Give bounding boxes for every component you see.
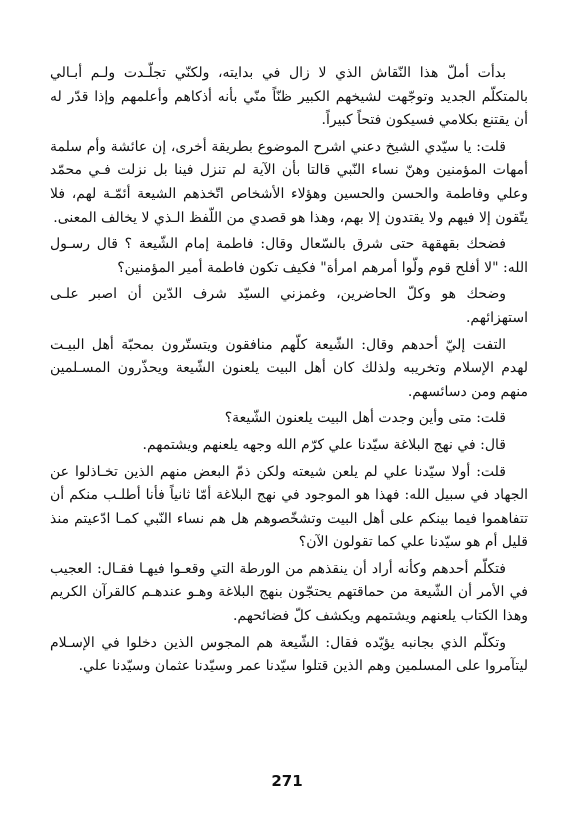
paragraph-6: قلت: متى وأين وجدت أهل البيت يلعنون الشّيعة؟ bbox=[224, 410, 506, 427]
paragraph-2: قلت: يا سيّدي الشيخ دعني اشرح الموضوع بطريقة أخرى، إن عائشة وأم سلمة أمهات المؤمنين وهنّ نساء النّبي قالتا بأن الآية لم تنزل فينا بل نزلت فـي محمّد وعلي وفاطمة والحسن والحسين وهؤلاء الأشخاص اتّخذهم الشيعة أئمّـة لهم، فلا يتّقون إلا فيهم ولا يقتدون إلا بهم، وهذا هو قصدي من اللّفظ الـذي لا يخالف المعنى. bbox=[50, 138, 528, 226]
paragraph-1: بدأت أملّ هذا النّقاش الذي لا زال في بدايته، ولكنّي تجلّـدت ولـم أبـالي بالمتكلّم الجديد وتوجّهت لشيخهم الكبير ظنّاً منّي بأنه أذكاهم وأعلمهم وإذا قدّر له أن يقتنع بكلامي فسيكون فتحاً كبيراً. bbox=[50, 65, 528, 129]
page-body bbox=[50, 62, 528, 682]
paragraph-3: فضحك بقهقهة حتى شرق بالسّعال وقال: فاطمة إمام الشّيعة ؟ قال رسـول الله: "لا أفلح قوم ولّوا أمرهم امرأة" فكيف تكون فاطمة أمير المؤمنين؟ bbox=[50, 236, 528, 276]
paragraph-4: وضحك هو وكلّ الحاضرين، وغمزني السيّد شرف الدّين أن اصبر علـى استهزائهم. bbox=[50, 286, 528, 326]
paragraph-7: قال: في نهج البلاغة سيّدنا علي كرّم الله وجهه يلعنهم ويشتمهم. bbox=[142, 436, 506, 453]
paragraph-10: وتكلّم الذي بجانبه يؤيّده فقال: الشّيعة هم المجوس الذين دخلوا في الإسـلام ليتآمروا على المسلمين وهم الذين قتلوا سيّدنا عمر وسيّدنا عثمان وسيّدنا علي. bbox=[50, 634, 528, 675]
paragraph-9: فتكلّم أحدهم وكأنه أراد أن ينقذهم من الورطة التي وقعـوا فيهـا فقـال: العجيب في الأمر أن الشّيعة من حماقتهم يحتجّون بنهج البلاغة وهـو عندهـم كالقرآن الكريم وهذا الكتاب يلعنهم ويشتمهم ويكشف كلّ فضائحهم. bbox=[50, 560, 528, 625]
paragraph-5: التفت إليّ أحدهم وقال: الشّيعة كلّهم منافقون ويتستّرون بمحبّة أهل البيـت لهدم الإسلام وتخريبه ولذلك كان أهل البيت يلعنون الشّيعة ويحذّرون المسـلمين منهم ومن دسائسهم. bbox=[50, 336, 528, 400]
page-number: 271 bbox=[271, 772, 303, 790]
paragraph-8: قلت: أولا سيّدنا علي لم يلعن شيعته ولكن ذمّ البعض منهم الذين تخـاذلوا عن الجهاد في سبيل الله: فهذا هو الموجود في نهج البلاغة أمّا ثانياً فأنا أطلـب منكم أن تتفاهموا فيما بينكم على أهل البيت وتشخّصوهم هل هم نساء النّبي كمـا ادّعيتم منذ قليل أم هو سيّدنا علي كما تقولون الآن؟ bbox=[50, 463, 528, 551]
